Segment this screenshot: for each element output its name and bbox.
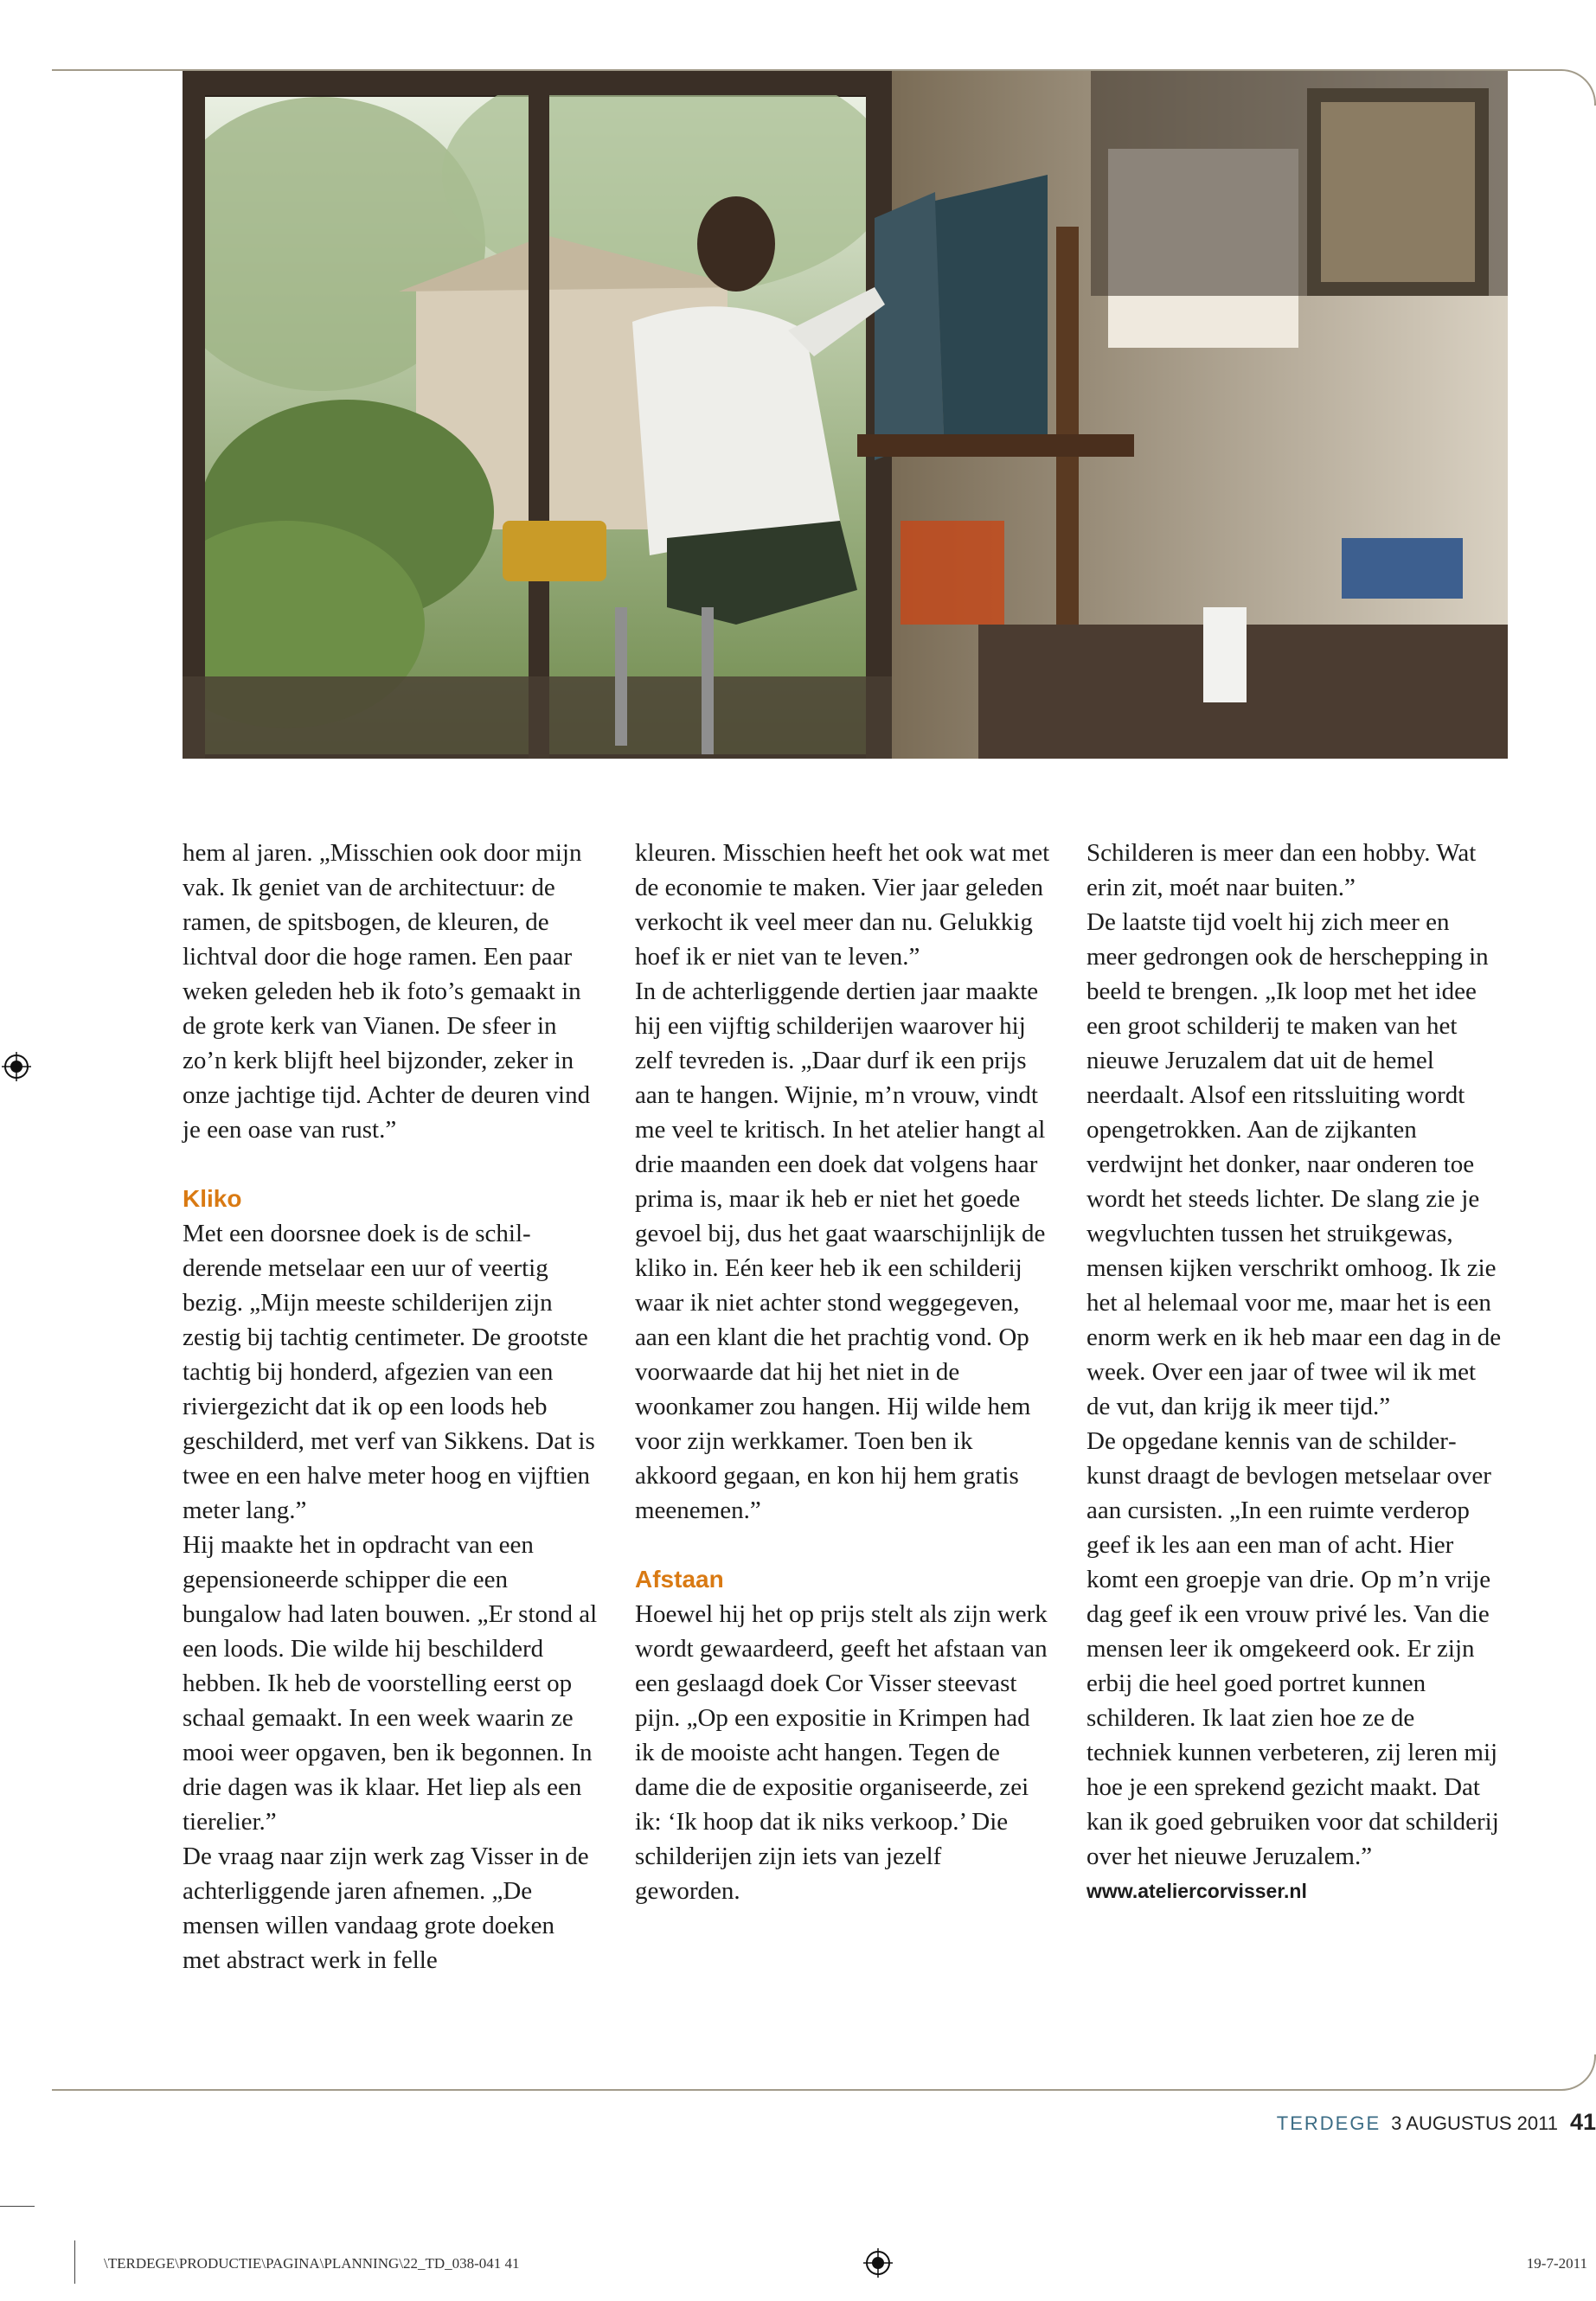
col2-paragraph-2: In de achterliggende dertien jaar maakte hij een vijftig schilderijen waarover hij zelf tevreden is. „Daar durf ik een prijs aan te hangen. Wijnie, m’n vrouw, vindt me veel te kritisch. In het atelier hangt al drie maanden een doek dat volgens haar prima is, maar ik heb er niet het goede gevoel bij, dus het gaat waarschijnlijk de kliko in. Eén keer heb ik een schilderij waar ik niet achter stond weggegeven, aan een klant die het prachtig vond. Op voorwaarde dat hij het niet in de woonkamer zou hangen. Hij wilde hem voor zijn werkkamer. Toen ben ik akkoord gegaan, en kon hij hem gratis meenemen.” — [635, 977, 1046, 1524]
col1-paragraph-3: Hij maakte het in opdracht van een gepensioneerde schipper die een bungalow had laten bouwen. „Er stond al een loods. Die wilde hij beschilderd hebben. Ik heb de voorstelling eerst op schaal gemaakt. In een week waarin ze mooi weer opgaven, ben ik begonnen. In drie dagen was ik klaar. Het liep als een tierelier.” — [183, 1531, 598, 1836]
col2-paragraph-3: Hoewel hij het op prijs stelt als zijn werk wordt gewaardeerd, geeft het afstaan van een geslaagd doek Cor Visser steevast pijn. „Op een expositie in Krimpen had ik de mooiste acht hangen. Tegen de dame die de expositie organiseerde, zei ik: ‘Ik hoop dat ik niks verkoop.’ Die schilderijen zijn iets van jezelf geworden. — [635, 1600, 1048, 1905]
bottom-trim-rule — [52, 2089, 1561, 2091]
col2-spacer — [635, 1528, 1050, 1562]
text-column-2 — [635, 836, 1050, 1908]
col3-paragraph-2: De laatste tijd voelt hij zich meer en meer gedrongen ook de herschepping in beeld te brengen. „Ik loop met het idee een groot schilderij te maken van het nieuwe Jeruzalem dat uit de hemel neerdaalt. Alsof een ritssluiting wordt opengetrokken. Aan de zijkanten verdwijnt het donker, naar onderen toe wordt het steeds lichter. De slang zie je wegvluchten tussen het struikgewas, mensen kijken verschrikt omhoog. Ik zie het al helemaal voor me, maar het is een enorm werk en ik heb maar een dag in de week. Over een jaar of twee wil ik met de vut, dan krijg ik meer tijd.” — [1086, 908, 1502, 1420]
print-slug-path: \TERDEGE\PRODUCTIE\PAGINA\PLANNING\22_TD_038-041 41 — [104, 2255, 520, 2272]
col1-spacer — [183, 1147, 598, 1182]
crop-mark-horizontal — [0, 2206, 35, 2207]
magazine-name: TERDEGE — [1276, 2112, 1381, 2134]
painter-at-easel-photo — [183, 71, 1508, 759]
col3-paragraph-1: Schilderen is meer dan een hobby. Wat erin zit, moét naar buiten.” — [1086, 839, 1477, 901]
page-folio — [1277, 2105, 1596, 2139]
photo-illustration — [183, 71, 1508, 759]
subheading-kliko: Kliko — [183, 1185, 242, 1212]
col1-paragraph-1: hem al jaren. „Misschien ook door mijn vak. Ik geniet van de architectuur: de ramen, de spitsbogen, de kleuren, de lichtval door die hoge ramen. Een paar weken geleden heb ik foto’s gemaakt in de grote kerk van Vianen. De sfeer in zo’n kerk blijft heel bijzonder, zeker in onze jachtige tijd. Achter de deuren vind je een oase van rust.” — [183, 839, 591, 1144]
col1-paragraph-2: Met een doorsnee doek is de schilderende metselaar een uur of veertig bezig. „Mijn meeste schilderijen zijn zestig bij tachtig centimeter. De grootste tachtig bij honderd, afgezien van een riviergezicht dat ik op een loods heb geschilderd, met verf van Sikkens. Dat is twee en een halve meter hoog en vijftien meter lang.” — [183, 1220, 595, 1524]
registration-mark-icon — [2, 1052, 31, 1081]
registration-mark-icon — [863, 2248, 893, 2278]
issue-date: 3 AUGUSTUS 2011 — [1391, 2112, 1558, 2134]
print-slug-date: 19-7-2011 — [1526, 2255, 1587, 2272]
text-column-1 — [183, 836, 598, 1977]
crop-mark-vertical — [74, 2240, 75, 2284]
page-number: 41 — [1569, 2109, 1596, 2135]
website-link[interactable]: www.ateliercorvisser.nl — [1086, 1880, 1307, 1902]
text-column-3 — [1086, 836, 1502, 1908]
col1-paragraph-4: De vraag naar zijn werk zag Visser in de achterliggende jaren afnemen. „De mensen willen vandaag grote doeken met abstract werk in felle — [183, 1843, 589, 1974]
col3-paragraph-3: De opgedane kennis van de schilderkunst draagt de bevlogen metselaar over aan cursisten. „In een ruimte verderop geef ik les aan een man of acht. Hier komt een groepje van drie. Op m’n vrije dag geef ik een vrouw privé les. Van die mensen leer ik omgekeerd ook. Er zijn erbij die heel goed portret kunnen schilderen. Ik laat zien hoe ze de techniek kunnen verbeteren, zij leren mij hoe je een sprekend gezicht maakt. Dat kan ik goed gebruiken voor dat schilderij over het nieuwe Jeruzalem.” — [1086, 1427, 1499, 1870]
subheading-afstaan: Afstaan — [635, 1566, 724, 1593]
top-trim-corner — [1560, 69, 1596, 106]
bottom-trim-corner — [1560, 2054, 1596, 2091]
col2-paragraph-1: kleuren. Misschien heeft het ook wat met de economie te maken. Vier jaar geleden verkocht ik veel meer dan nu. Gelukkig hoef ik er niet van te leven.” — [635, 839, 1050, 971]
